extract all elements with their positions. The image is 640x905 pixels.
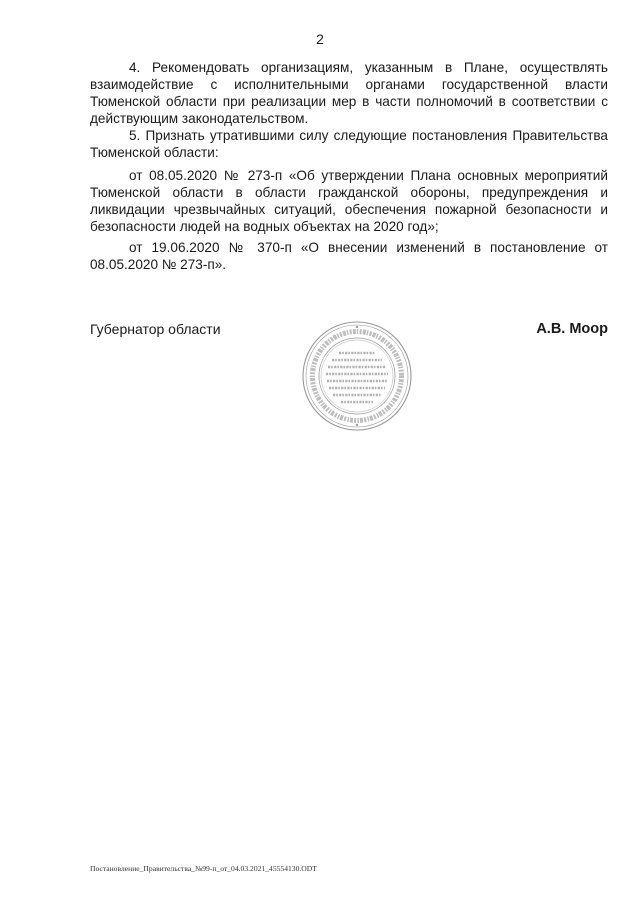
paragraph-5-repeal: 5. Признать утратившими силу следующие постановления Правительства Тюменской области: bbox=[90, 128, 608, 160]
page-number: 2 bbox=[316, 31, 324, 47]
document-footer: Постановление_Правительства_№99-п_от_04.03.2021_45554130.ODT bbox=[90, 864, 317, 873]
official-seal-icon bbox=[301, 320, 413, 432]
repealed-resolution-273: от 08.05.2020 № 273-п «Об утверждении Плана основных мероприятий Тюменской области в области гражданской обороны, предупреждения и ликвидации чрезвычайных ситуаций, обеспечения пожарной безопасности и безопасности людей на водных объектах на 2020 год»; bbox=[90, 168, 608, 234]
governor-name: А.В. Моор bbox=[536, 321, 608, 337]
governor-title: Губернатор области bbox=[90, 321, 221, 337]
repealed-resolution-370: от 19.06.2020 № 370-п «О внесении изменений в постановление от 08.05.2020 № 273-п». bbox=[90, 240, 608, 272]
paragraph-4-recommendation: 4. Рекомендовать организациям, указанным в Плане, осуществлять взаимодействие с исполнительными органами государственной власти Тюменской области при реализации мер в части полномочий в соответствии с действующим законодательством. bbox=[90, 60, 608, 126]
